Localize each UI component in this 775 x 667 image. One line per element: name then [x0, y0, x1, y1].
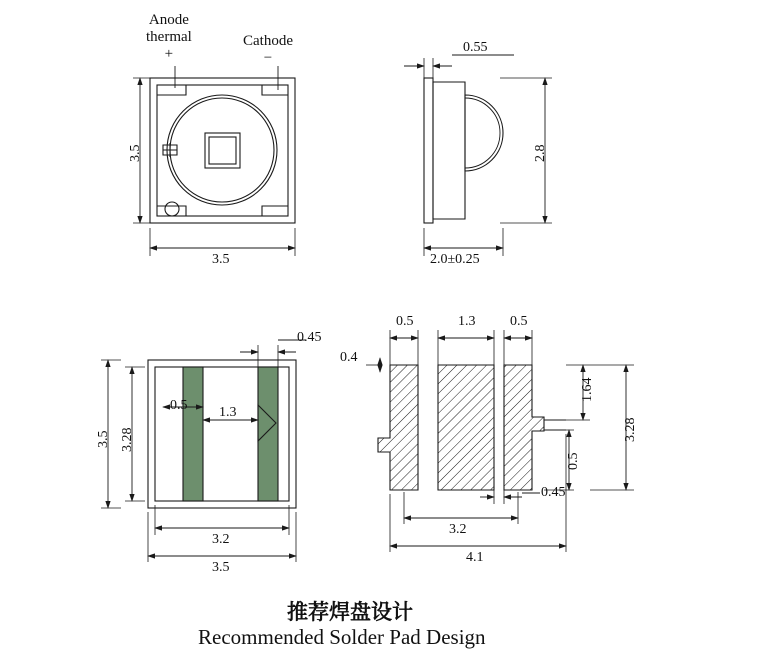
pad-section-dim-i-label: 3.2 [449, 522, 467, 537]
pad-plan-dim-32-h [155, 505, 289, 535]
pad-plan-gap-label: 0.45 [297, 330, 322, 345]
pad-plan-outer-width-label: 3.5 [212, 560, 230, 575]
anode-label: Anode [148, 12, 189, 28]
pad-plan-inner-width-label: 3.2 [212, 532, 230, 547]
pad-plan-left-label: 0.5 [170, 398, 188, 413]
side-view-body [424, 78, 503, 223]
pad-section-dim-e-label: 1.64 [580, 377, 595, 402]
pad-plan-center-label: 1.3 [219, 405, 237, 420]
cathode-label-block [243, 33, 293, 67]
pad-section-dims-top [390, 330, 532, 368]
side-view-dim-055 [404, 55, 514, 82]
top-view-width-dim-label: 3.5 [212, 252, 230, 267]
pad-plan-outer-height-label: 3.5 [96, 430, 111, 448]
pad-section-dim-d-label: 0.4 [340, 350, 358, 365]
top-view-body [150, 78, 295, 223]
pad-section-dim-04 [366, 358, 380, 372]
pad-section-dim-h-label: 0.45 [541, 485, 566, 500]
pad-section-dim-045 [480, 490, 540, 504]
pad-section-dim-a-label: 0.5 [396, 314, 414, 329]
pad-section-hatched [378, 365, 544, 490]
pad-section-dim-g-label: 3.28 [623, 417, 638, 442]
anode-thermal-label: thermal [146, 29, 192, 45]
pad-section-detail-lines [544, 420, 566, 430]
pad-plan-pads [183, 367, 278, 501]
pad-section-dim-32 [404, 492, 518, 524]
caption-chinese: 推荐焊盘设计 [287, 600, 413, 624]
side-view-lens-offset-label: 0.55 [463, 40, 488, 55]
pad-section-dim-b-label: 1.3 [458, 314, 476, 329]
side-view-depth-label: 2.0±0.25 [430, 252, 480, 267]
top-view-height-dim-label: 3.5 [128, 144, 143, 162]
cathode-label: Cathode [243, 33, 293, 49]
anode-sign-label: + [164, 46, 174, 62]
caption-english: Recommended Solder Pad Design [198, 625, 486, 649]
pad-section-dim-j-label: 4.1 [466, 550, 484, 565]
pad-section-dim-c-label: 0.5 [510, 314, 528, 329]
side-view-lens-height-label: 2.8 [533, 144, 548, 162]
anode-label-block [146, 12, 192, 63]
pad-section-dim-f-label: 0.5 [566, 452, 581, 470]
pad-plan-inner-height-label: 3.28 [120, 427, 135, 452]
cathode-sign-label: − [263, 50, 273, 66]
